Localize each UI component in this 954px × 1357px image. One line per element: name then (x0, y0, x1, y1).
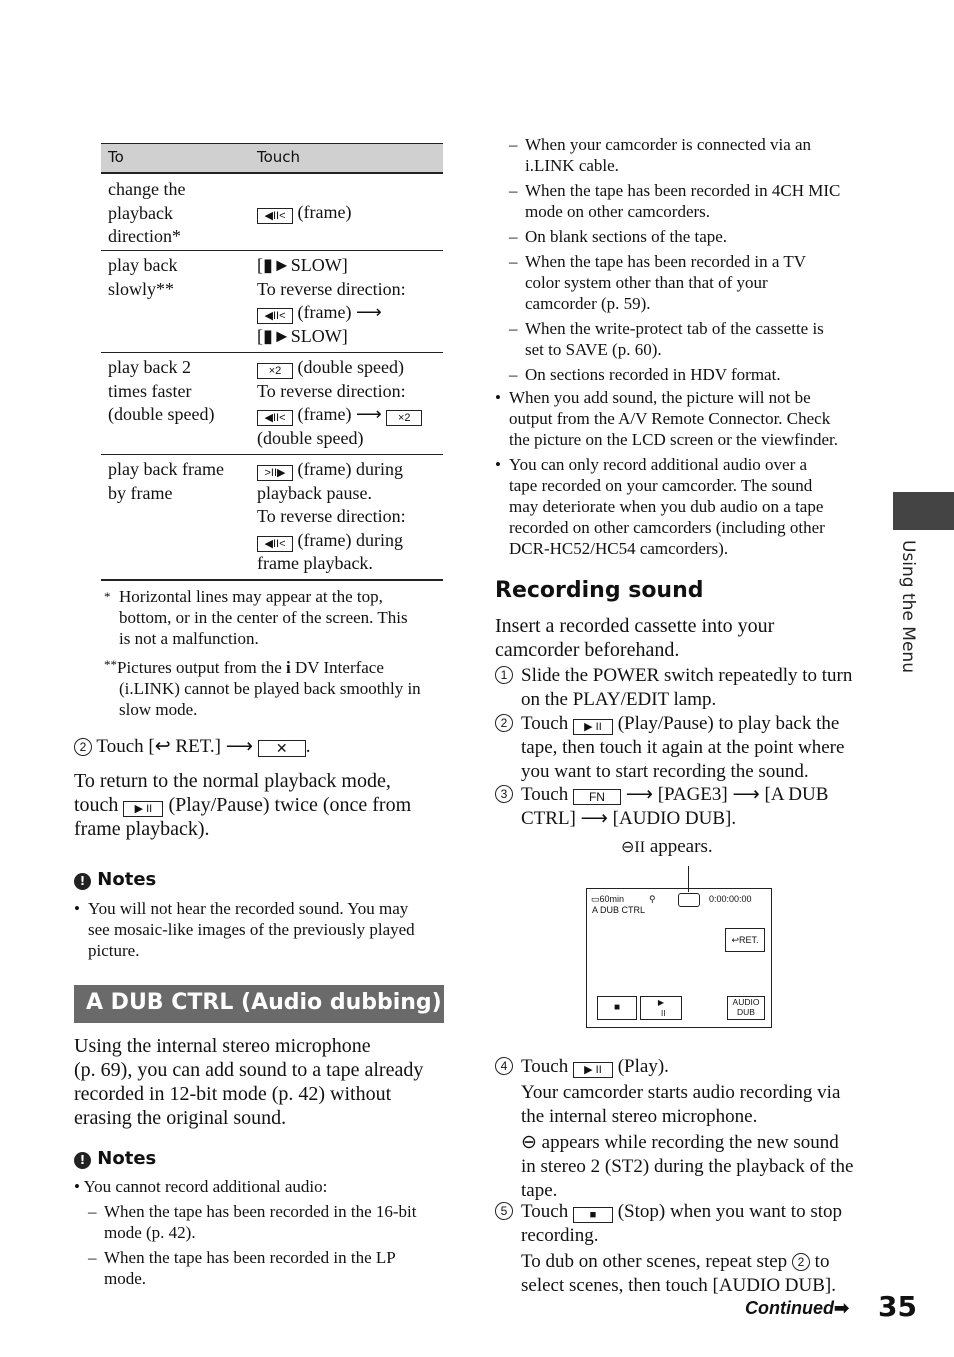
line: tape, then touch it again at the point where (521, 737, 845, 758)
slow-play-icon: ▮► (263, 325, 291, 346)
ret-text: RET. (739, 935, 759, 945)
line: the internal stereo microphone. (521, 1106, 758, 1127)
recording-step-4 (495, 1055, 875, 1203)
section-title-bar (74, 985, 444, 1023)
footnote-line: (i.LINK) cannot be played back smoothly in (119, 679, 421, 698)
arrow-right-icon: ➡ (833, 1298, 850, 1318)
note-line: When the tape has been recorded in the 16-bit (104, 1202, 417, 1221)
line: When your camcorder is connected via an (525, 135, 812, 154)
lcd-audio-dub-button[interactable] (727, 996, 765, 1020)
side-tab-label (896, 540, 918, 680)
line: camcorder (p. 59). (525, 294, 651, 313)
line: i.LINK cable. (525, 156, 619, 175)
cell-text: playback (108, 202, 173, 223)
cell-text: frame playback. (257, 553, 373, 573)
footnote-line: bottom, or in the center of the screen. This (119, 608, 408, 627)
table-row (101, 251, 443, 353)
notes-heading-2 (74, 1148, 156, 1169)
cell-text: playback pause. (257, 482, 372, 503)
dash: – (509, 181, 518, 200)
page-number: 35 (878, 1290, 917, 1323)
right-bullet-list (495, 387, 870, 559)
bullet: • (495, 455, 501, 474)
play-pause-icon: ▶ II (656, 998, 666, 1018)
footnote-line: Pictures output from the (117, 658, 287, 677)
recording-step-2 (495, 712, 875, 784)
step-number: 3 (495, 785, 513, 803)
dash: – (509, 227, 518, 246)
arrow-right-icon: ⟶ (355, 302, 382, 322)
note-line: You cannot record additional audio: (83, 1177, 328, 1196)
cell-text: play back frame (108, 459, 224, 479)
table-row (101, 455, 443, 581)
line: output from the A/V Remote Connector. Check (509, 409, 831, 428)
line: Slide the POWER switch repeatedly to turn (521, 665, 853, 686)
line: select scenes, then touch [AUDIO DUB]. (521, 1275, 836, 1296)
cell-text: To reverse direction: (257, 278, 406, 299)
right-dash-list (509, 134, 869, 385)
lcd-mode-label: A DUB CTRL (592, 905, 646, 915)
line: mode on other camcorders. (525, 202, 711, 221)
audio-dub-icon: ⊖ (521, 1132, 537, 1153)
line: DCR-HC52/HC54 camcorders). (509, 539, 729, 558)
cell-text: (double speed) (257, 427, 364, 448)
cell-text: SLOW] (290, 255, 348, 275)
lcd-screen (586, 888, 772, 1028)
slow-play-icon: ▮► (263, 255, 291, 275)
dash: – (509, 319, 518, 338)
list-item (509, 364, 869, 385)
recording-intro (495, 614, 875, 662)
cell-text: change the (108, 179, 186, 199)
para-line: touch (74, 794, 124, 816)
period: . (305, 736, 311, 757)
cell-text: (double speed) (297, 357, 404, 377)
arrow-right-icon: ⟶ (732, 784, 760, 805)
notes-list-1 (74, 898, 444, 961)
footnote-line: is not a malfunction. (119, 629, 259, 648)
asterisk: * (104, 589, 111, 604)
list-item (509, 180, 869, 222)
para-line: (Play/Pause) twice (once from (163, 794, 412, 816)
battery-icon: ⚲ (649, 894, 656, 904)
line: color system other than that of your (525, 273, 768, 292)
cell-text: slowly** (108, 278, 175, 299)
continued-text: Continued (745, 1298, 834, 1318)
play-pause-icon: ▶ II (573, 719, 613, 735)
side-tab-text: Using the Menu (898, 540, 918, 673)
list-item (495, 387, 870, 450)
dash: – (509, 252, 518, 271)
line: (Play/Pause) to play back the (612, 713, 840, 734)
line: Your camcorder starts audio recording via (521, 1082, 841, 1103)
list-item (509, 134, 869, 176)
line: the picture on the LCD screen or the viewfinder. (509, 430, 839, 449)
note-line: You will not hear the recorded sound. You may (88, 899, 409, 918)
continued-label (745, 1298, 849, 1319)
lcd-stop-button[interactable] (597, 996, 637, 1020)
return-icon: ↩ (731, 935, 740, 945)
table-row (101, 174, 443, 251)
line: Touch (521, 784, 573, 805)
cell-text: (frame) (297, 404, 356, 424)
arrow-right-icon: ⟶ (580, 808, 608, 829)
table-row (101, 353, 443, 455)
audio-dub-indicator-icon (678, 893, 700, 907)
footnote-line: slow mode. (119, 700, 198, 719)
cell-text: (frame) during (297, 459, 403, 479)
recording-step-5 (495, 1200, 875, 1298)
play-pause-icon: ▶ II (573, 1062, 613, 1078)
cell-text: (frame) (297, 202, 352, 222)
line: On sections recorded in HDV format. (525, 365, 781, 384)
bracket: [ (257, 255, 263, 275)
notes-icon: ! (74, 1152, 91, 1169)
line: recorded on other camcorders (including other (509, 518, 825, 537)
para-line: To return to the normal playback mode, (74, 770, 391, 792)
table-header-touch: Touch (257, 148, 301, 166)
recording-step-1 (495, 664, 875, 712)
step-text: RET.] (170, 736, 226, 757)
frame-forward-icon: >II▶ (257, 465, 293, 481)
close-icon: ✕ (258, 740, 306, 757)
line: appears while recording the new sound (536, 1132, 839, 1153)
side-tab-block (893, 492, 954, 530)
notes-title: Notes (97, 869, 157, 890)
list-item (495, 454, 870, 559)
footnote-1 (104, 586, 444, 649)
line: camcorder beforehand. (495, 639, 680, 661)
note-line: picture. (88, 941, 140, 960)
step-number: 2 (74, 738, 92, 756)
para-line: erasing the original sound. (74, 1107, 287, 1129)
lcd-ret-button[interactable] (725, 928, 765, 952)
cell-text: To reverse direction: (257, 380, 406, 401)
line: CTRL] (521, 808, 581, 829)
double-speed-icon: ×2 (386, 410, 422, 426)
step-number: 4 (495, 1057, 513, 1075)
recording-step-3 (495, 783, 875, 831)
line: Touch (521, 713, 573, 734)
bullet: • (495, 388, 501, 407)
line: on the PLAY/EDIT lamp. (521, 689, 717, 710)
notes-heading-1 (74, 869, 156, 890)
step-text: Touch [ (96, 736, 155, 757)
caption-text: appears. (645, 836, 713, 857)
note-line: When the tape has been recorded in the LP (104, 1248, 396, 1267)
frame-reverse-icon: ◀II< (257, 536, 293, 552)
line: When the write-protect tab of the cassette is (525, 319, 824, 338)
para-line: Using the internal stereo microphone (74, 1035, 371, 1057)
step-number: 1 (495, 666, 513, 684)
arrow-right-icon: ⟶ (625, 784, 653, 805)
note-line: mode. (104, 1269, 147, 1288)
frame-reverse-icon: ◀II< (257, 208, 293, 224)
step-ref-number: 2 (792, 1253, 810, 1271)
line: When the tape has been recorded in 4CH MIC (525, 181, 841, 200)
section-title: A DUB CTRL (Audio dubbing) (86, 990, 442, 1015)
frame-reverse-icon: ◀II< (257, 410, 293, 426)
list-item (509, 318, 869, 360)
tape-remaining (591, 894, 624, 904)
playback-table (101, 143, 443, 581)
line: (Play). (612, 1056, 669, 1077)
para-line: (p. 69), you can add sound to a tape already (74, 1059, 424, 1081)
arrow-right-icon: ⟶ (225, 736, 253, 757)
line: to (809, 1251, 830, 1272)
cell-text: by frame (108, 482, 173, 503)
notes-icon: ! (74, 873, 91, 890)
note-line: mode (p. 42). (104, 1223, 196, 1242)
play-pause-icon: ▶ II (123, 801, 163, 817)
line: You can only record additional audio over a (509, 455, 808, 474)
cell-text: play back (108, 255, 178, 275)
dub-text: DUB (737, 1007, 755, 1017)
return-icon: ↩ (154, 736, 171, 757)
list-item (509, 226, 869, 247)
table-header (101, 143, 443, 174)
appears-caption (621, 835, 713, 860)
dash: – (88, 1202, 97, 1221)
para-line: frame playback). (74, 818, 210, 840)
step-number: 2 (495, 714, 513, 732)
cell-text: play back 2 (108, 357, 191, 377)
tape-text: 60min (599, 894, 625, 904)
notes-list-2 (74, 1176, 444, 1289)
ilink-icon: i (286, 658, 291, 677)
frame-reverse-icon: ◀II< (257, 308, 293, 324)
line: On blank sections of the tape. (525, 227, 728, 246)
cell-text: times faster (108, 380, 192, 401)
footnote-2 (104, 654, 444, 720)
note-line: see mosaic-like images of the previously played (88, 920, 415, 939)
notes-title: Notes (97, 1148, 157, 1169)
cassette-icon: ▭ (591, 894, 600, 904)
cell-text: SLOW] (290, 325, 348, 346)
dash: – (88, 1248, 97, 1267)
step-number: 5 (495, 1202, 513, 1220)
line: Insert a recorded cassette into your (495, 615, 775, 637)
line: recording. (521, 1225, 599, 1246)
line: [A DUB (759, 784, 829, 805)
return-paragraph (74, 769, 444, 841)
bullet: • (74, 899, 80, 918)
audio-dub-pause-icon: ⊖II (621, 839, 646, 856)
stop-icon: ■ (613, 1002, 621, 1013)
footnote-line: DV Interface (290, 658, 384, 677)
intro-paragraph (74, 1034, 454, 1130)
lcd-play-pause-button[interactable] (640, 996, 682, 1020)
arrow-right-icon: ⟶ (355, 404, 382, 424)
line: (Stop) when you want to stop (612, 1201, 843, 1222)
line: [AUDIO DUB]. (607, 808, 737, 829)
line: set to SAVE (p. 60). (525, 340, 662, 359)
line: you want to start recording the sound. (521, 761, 809, 782)
line: When you add sound, the picture will not be (509, 388, 811, 407)
line: Touch (521, 1201, 573, 1222)
para-line: recorded in 12-bit mode (p. 42) without (74, 1083, 392, 1105)
bracket: [ (257, 325, 263, 346)
fn-button-icon: FN (573, 789, 621, 805)
line: may deteriorate when you dub audio on a tape (509, 497, 824, 516)
list-item (509, 251, 869, 314)
cell-text: (double speed) (108, 404, 215, 424)
cell-text: (frame) (297, 302, 356, 322)
cell-text: To reverse direction: (257, 506, 406, 526)
double-speed-icon: ×2 (257, 363, 293, 379)
footnote-line: Horizontal lines may appear at the top, (119, 587, 383, 606)
double-asterisk: ** (104, 657, 117, 672)
line: To dub on other scenes, repeat step (521, 1251, 792, 1272)
dash: – (509, 135, 518, 154)
cell-text: direction* (108, 226, 181, 246)
table-header-to: To (108, 148, 124, 166)
line: tape recorded on your camcorder. The sound (509, 476, 813, 495)
dash: – (509, 365, 518, 384)
line: [PAGE3] (652, 784, 733, 805)
step-2-touch-ret (74, 735, 444, 759)
audio-text: AUDIO (732, 997, 760, 1007)
lcd-counter: 0:00:00:00 (709, 894, 752, 904)
stop-icon: ■ (573, 1207, 613, 1223)
line: in stereo 2 (ST2) during the playback of the (521, 1156, 854, 1177)
cell-text: (frame) during (297, 529, 403, 550)
line: When the tape has been recorded in a TV (525, 252, 807, 271)
bullet: • (74, 1177, 80, 1196)
line: tape. (521, 1180, 558, 1201)
line: Touch (521, 1056, 573, 1077)
recording-sound-heading: Recording sound (495, 578, 704, 603)
